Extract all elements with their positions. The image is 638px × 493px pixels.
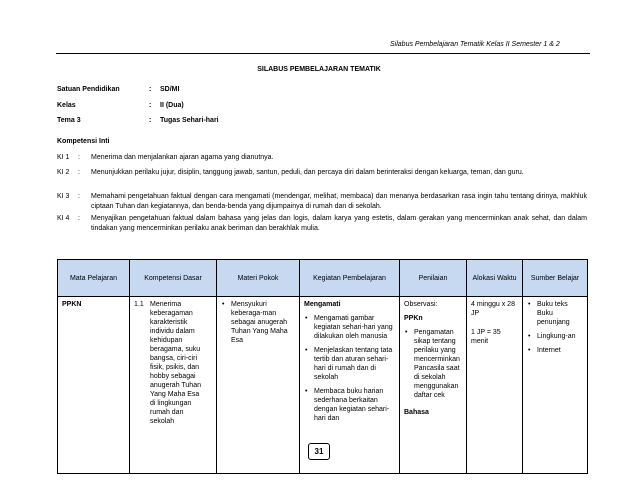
- column-header: Mata Pelajaran: [58, 260, 130, 297]
- ki-code: KI 1: [57, 154, 70, 161]
- column-header: Penilaian: [400, 260, 467, 297]
- list-item: • Buku teks Buku penunjang: [537, 300, 583, 327]
- page-number: 31: [308, 443, 330, 460]
- running-header: Silabus Pembelajaran Tematik Kelas II Semester 1 & 2: [390, 41, 560, 48]
- field-label-satuan: Satuan Pendidikan: [57, 86, 120, 93]
- kegiatan-heading: Mengamati: [304, 301, 341, 308]
- column-header: Kompetensi Dasar: [130, 260, 217, 297]
- field-colon: :: [149, 117, 152, 124]
- list-item: • Menjelaskan tentang tata tertib dan aturan sehari-hari di rumah dan di sekolah: [314, 346, 395, 382]
- ki-colon: :: [78, 154, 80, 161]
- page-title: SILABUS PEMBELAJARAN TEMATIK: [257, 66, 381, 73]
- field-value-kelas: II (Dua): [160, 102, 184, 109]
- cell-materi-pokok: [217, 297, 300, 474]
- column-header: Materi Pokok: [217, 260, 300, 297]
- ki-colon: :: [78, 215, 80, 222]
- list-item: • Mengamati gambar kegiatan sehari-hari yang dilakukan oleh manusia: [314, 314, 395, 341]
- list-item: • Lingkung-an: [537, 332, 583, 341]
- field-value-tema: Tugas Sehari-hari: [160, 117, 219, 124]
- ki-heading: Kompetensi Inti: [57, 138, 110, 145]
- field-value-satuan: SD/MI: [160, 86, 180, 93]
- ki-code: KI 4: [57, 215, 70, 222]
- ki-colon: :: [78, 193, 80, 200]
- penilaian-label: Observasi:: [404, 301, 438, 308]
- ki-text: Menunjukkan perilaku jujur, disiplin, tanggung jawab, santun, peduli, dan percaya diri dalam berinteraksi dengan keluarga, teman, dan guru.: [91, 169, 524, 176]
- kd-code: 1.1: [134, 301, 144, 308]
- field-label-kelas: Kelas: [57, 102, 76, 109]
- cell-penilaian: [400, 297, 467, 474]
- ki-text: Memahami pengetahuan faktual dengan cara mengamati (mendengar, melihat, membaca) dan menanya berdasarkan rasa ingin tahu tentang dirinya, makhluk ciptaan Tuhan dan kegiatannya, dan benda-benda yang dijumpainya di rumah dan di sekolah.: [91, 193, 587, 210]
- header-rule: [56, 53, 590, 54]
- column-header: Kegiatan Pembelajaran: [300, 260, 400, 297]
- subject-name: PPKN: [62, 301, 82, 308]
- cell-subject: [58, 297, 130, 474]
- list-item: • Membaca buku harian sederhana berkaitan dengan kegiatan sehari-hari dan: [314, 387, 395, 423]
- field-label-tema: Tema 3: [57, 117, 81, 124]
- list-item: • Mensyukuri keberaga-man sebagai anugerah Tuhan Yang Maha Esa: [231, 300, 295, 345]
- syllabus-table: [57, 259, 588, 474]
- list-item: • Internet: [537, 346, 583, 355]
- kd-text: Menerima keberagaman karakteristik individu dalam kehidupan beragama, suku bangsa, ciri-ciri fisik, psikis, dan hobby sebagai anugerah Tuhan Yang Maha Esa di lingkungan rumah dan sekolah: [150, 301, 201, 425]
- penilaian-bahasa: Bahasa: [404, 409, 429, 416]
- ki-text: Menyajikan pengetahuan faktual dalam bahasa yang jelas dan logis, dalam karya yang estetis, dalam gerakan yang mencerminkan anak sehat, dan dalam tindakan yang mencerminkan perilaku anak beriman dan berakhlak mulia.: [91, 215, 587, 232]
- alokasi-jp: 1 JP = 35 menit: [471, 329, 501, 345]
- list-item: • Pengamatan sikap tentang perilaku yang mencerminkan Pancasila saat di sekolah menggunakan daftar cek: [414, 328, 462, 400]
- alokasi-weeks: 4 minggu x 28 JP: [471, 301, 515, 317]
- table-header-row: [58, 260, 588, 297]
- column-header: Alokasi Waktu: [467, 260, 523, 297]
- ki-colon: :: [78, 169, 80, 176]
- cell-sumber: [523, 297, 588, 474]
- column-header: Sumber Belajar: [523, 260, 588, 297]
- field-colon: :: [149, 86, 152, 93]
- cell-kompetensi-dasar: [130, 297, 217, 474]
- field-colon: :: [149, 102, 152, 109]
- penilaian-subject: PPKn: [404, 315, 423, 322]
- ki-code: KI 2: [57, 169, 70, 176]
- ki-text: Menerima dan menjalankan ajaran agama yang dianutnya.: [91, 154, 274, 161]
- cell-alokasi: [467, 297, 523, 474]
- ki-code: KI 3: [57, 193, 70, 200]
